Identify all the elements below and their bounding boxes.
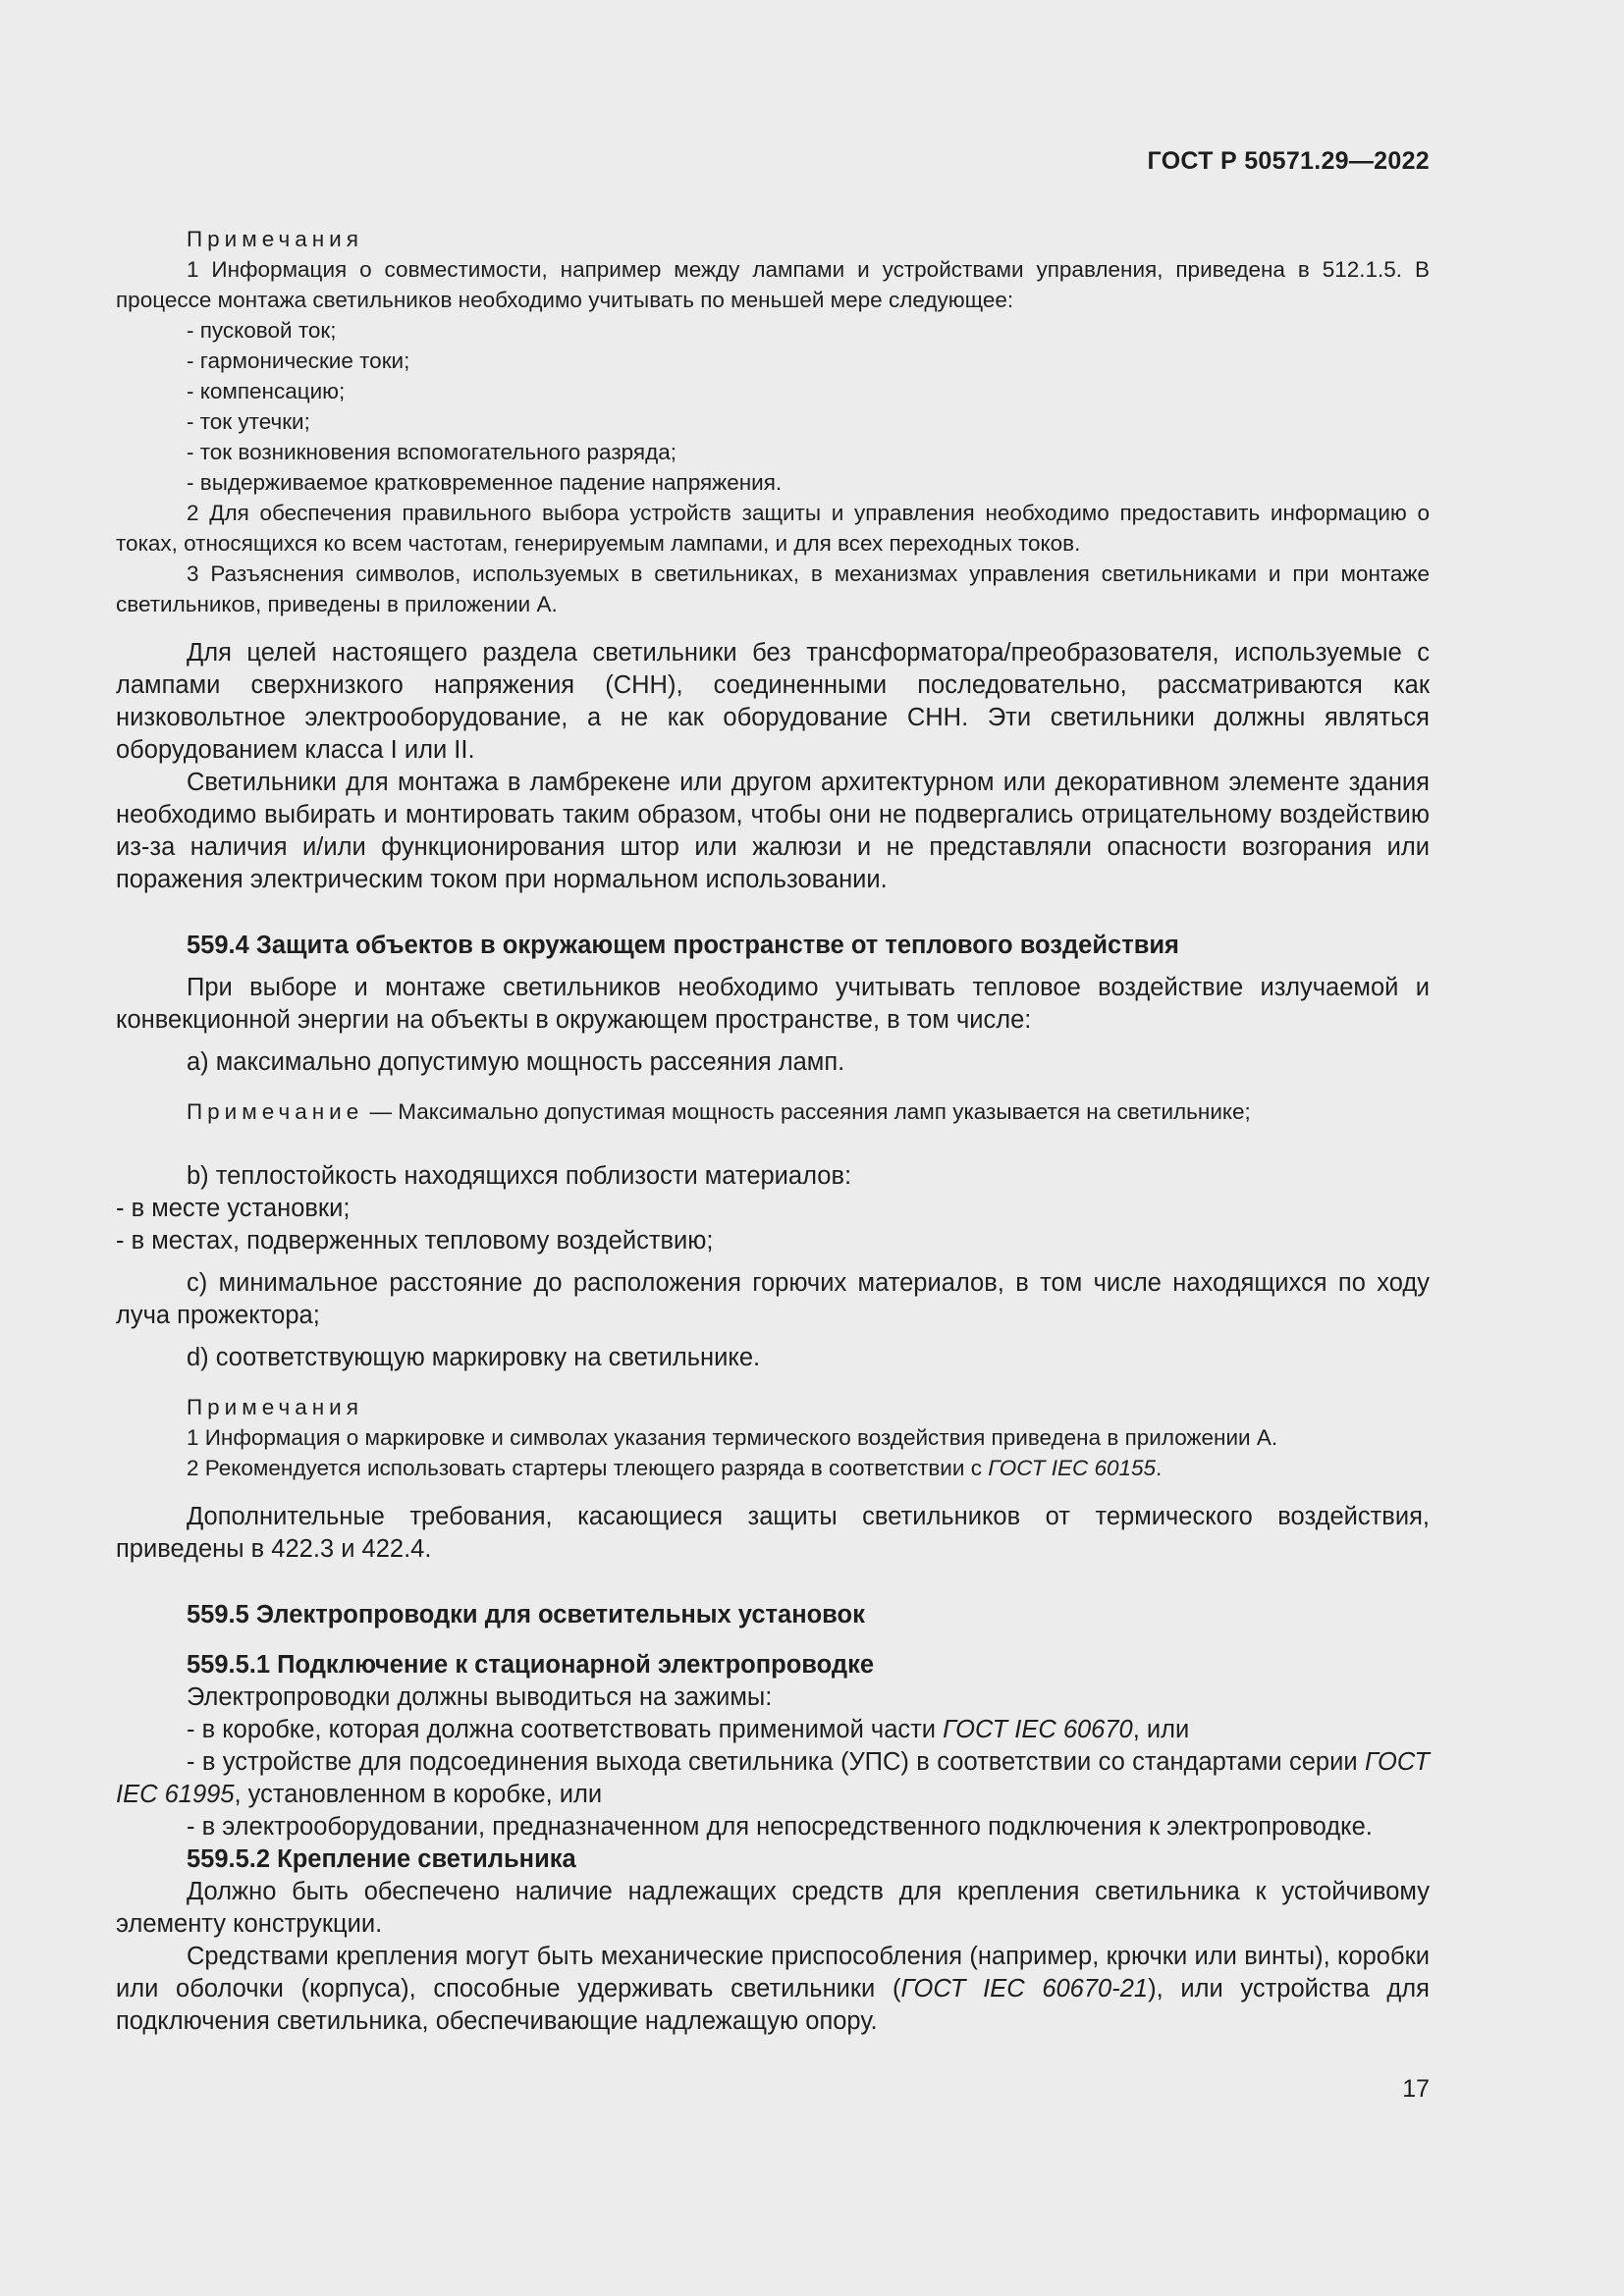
page-content — [116, 224, 1430, 2038]
note-text: 2 Рекомендуется использовать стартеры тлеющего разряда в соответствии с — [187, 1456, 989, 1480]
note-list-item: - выдерживаемое кратковременное падение напряжения. — [187, 470, 783, 495]
list-item — [116, 1714, 1430, 1746]
list-item-a: a) максимально допустимую мощность рассеяния ламп. — [187, 1048, 845, 1076]
note-list-item: - ток возникновения вспомогательного разряда; — [187, 440, 677, 464]
notes-title: Примечания — [187, 1395, 363, 1419]
note-list-item: - ток утечки; — [187, 409, 310, 434]
paragraph — [116, 1941, 1430, 2038]
standard-reference: ГОСТ IEC 60670 — [943, 1716, 1133, 1743]
list-item: - в месте установки; — [116, 1195, 351, 1222]
list-item-b: b) теплостойкость находящихся поблизости материалов: — [187, 1162, 852, 1190]
list-item-c: c) минимальное расстояние до расположения горючих материалов, в том числе находящихся по ходу луча прожектора; — [116, 1269, 1430, 1329]
paragraph: Электропроводки должны выводиться на зажимы: — [187, 1683, 773, 1711]
list-text: , установленном в коробке, или — [234, 1781, 603, 1808]
paragraph: Дополнительные требования, касающиеся защиты светильников от термического воздействия, приведены в 422.3 и 422.4. — [116, 1503, 1430, 1563]
page-number: 17 — [1402, 2075, 1430, 2103]
list-item-d: d) соответствующую маркировку на светильнике. — [187, 1344, 761, 1371]
section-heading-559-5-1: 559.5.1 Подключение к стационарной электропроводке — [187, 1651, 875, 1679]
list-item: - в электрооборудовании, предназначенном для непосредственного подключения к электропроводке. — [187, 1813, 1373, 1841]
note-label: Примечание — [187, 1099, 364, 1124]
note-3: 3 Разъяснения символов, используемых в светильниках, в механизмах управления светильниками и при монтаже светильников, приведены в приложении А. — [116, 561, 1430, 616]
paragraph: При выборе и монтаже светильников необходимо учитывать тепловое воздействие излучаемой и конвекционной энергии на объекты в окружающем пространстве, в том числе: — [116, 974, 1430, 1034]
note-1: 1 Информация о совместимости, например между лампами и устройствами управления, приведена в 512.1.5. В процессе монтажа светильников необходимо учитывать по меньшей мере следующее: — [116, 257, 1430, 312]
note-text: . — [1156, 1456, 1163, 1480]
list-item — [116, 1746, 1430, 1811]
section-heading-559-5: 559.5 Электропроводки для осветительных установок — [187, 1601, 865, 1629]
paragraph: Должно быть обеспечено наличие надлежащих средств для крепления светильника к устойчивому элементу конструкции. — [116, 1878, 1430, 1938]
note-2: 2 Для обеспечения правильного выбора устройств защиты и управления необходимо предоставить информацию о токах, относящихся ко всем частотам, генерируемым лампами, и для всех переходных токов. — [116, 501, 1430, 556]
note-1: 1 Информация о маркировке и символах указания термического воздействия приведена в приложении А. — [187, 1425, 1278, 1450]
paragraph-text: ), или устройства для подключения светильника, обеспечивающие надлежащую опору. — [116, 1975, 1430, 2035]
standard-reference: ГОСТ IEC 60155 — [988, 1456, 1157, 1480]
note-text: — Максимально допустимая мощность рассеяния ламп указывается на светильнике; — [363, 1099, 1251, 1124]
list-text: - в устройстве для подсоединения выхода светильника (УПС) в соответствии со стандартами серии — [187, 1748, 1365, 1776]
note-list-item: - пусковой ток; — [187, 318, 337, 343]
section-heading-559-5-2: 559.5.2 Крепление светильника — [187, 1845, 576, 1873]
paragraph-text: Средствами крепления могут быть механические приспособления (например, крючки или винты), коробки или оболочки (корпуса), способные удерживать светильники ( — [116, 1943, 1430, 2002]
note-list-item: - гармонические токи; — [187, 348, 410, 373]
list-text: - в коробке, которая должна соответствовать применимой части — [187, 1716, 944, 1743]
note-2 — [116, 1453, 1430, 1483]
standard-reference: ГОСТ IEC 61995 — [116, 1748, 1430, 1808]
paragraph: Для целей настоящего раздела светильники без трансформатора/преобразователя, используемые с лампами сверхнизкого напряжения (СНН), соединенными последовательно, рассматриваются как низковольтное электрооборудование, а не как оборудование СНН. Эти светильники должны являться оборудованием класса I или II. — [116, 639, 1430, 764]
note-list-item: - компенсацию; — [187, 379, 346, 403]
paragraph: Светильники для монтажа в ламбрекене или другом архитектурном или декоративном элементе здания необходимо выбирать и монтировать таким образом, чтобы они не подвергались отрицательному воздействию из-за наличия и/или функционирования штор или жалюзи и не представляли опасности возгорания или поражения электрическим током при нормальном использовании. — [116, 769, 1430, 893]
document-header: ГОСТ Р 50571.29—2022 — [1147, 147, 1430, 175]
standard-reference: ГОСТ IEC 60670-21 — [900, 1975, 1149, 2002]
notes-title: Примечания — [187, 227, 363, 251]
section-heading-559-4: 559.4 Защита объектов в окружающем пространстве от теплового воздействия — [187, 932, 1179, 959]
inline-note — [116, 1096, 1430, 1127]
list-item: - в местах, подверженных тепловому воздействию; — [116, 1227, 714, 1255]
list-text: , или — [1132, 1716, 1190, 1743]
